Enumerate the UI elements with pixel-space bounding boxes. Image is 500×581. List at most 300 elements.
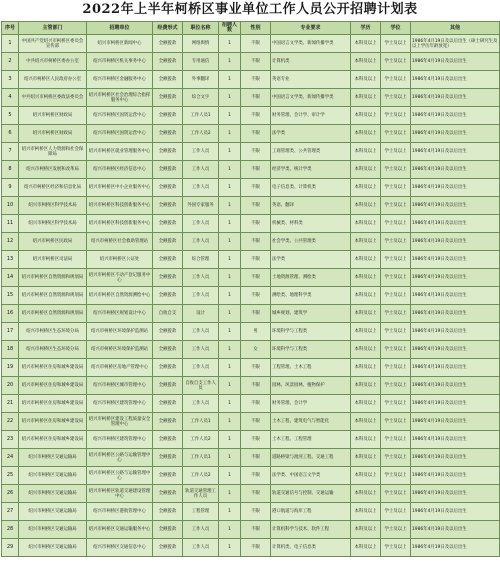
cell-major: 机械类、材料类 — [271, 215, 351, 233]
cell-unit: 绍兴市柯桥区建设工程质量安全管理中心 — [87, 413, 153, 431]
cell-unit: 绍兴市柯桥区环境保护监测站 — [87, 341, 153, 359]
cell-sex: 不限 — [241, 413, 271, 431]
cell-dept: 绍兴市柯桥区住房和城乡建设局 — [19, 377, 87, 395]
cell-dept: 绍兴市柯桥区科学技术局 — [19, 197, 87, 215]
table-row — [2, 539, 500, 557]
cell-post: 轨道交通管理工作人员 — [183, 485, 219, 503]
cell-edu: 本科及以上 — [351, 323, 381, 341]
row-number: 7 — [2, 143, 19, 161]
cell-count: 1 — [219, 503, 241, 521]
cell-count: 1 — [219, 35, 241, 53]
cell-sex: 不限 — [241, 287, 271, 305]
cell-unit: 绍兴市柯桥区科技创新服务中心 — [87, 197, 153, 215]
cell-count: 1 — [219, 449, 241, 467]
table-row — [2, 485, 500, 503]
cell-sex: 不限 — [241, 53, 271, 71]
cell-degree: 学士及以上 — [381, 449, 411, 467]
cell-sex: 不限 — [241, 305, 271, 323]
cell-major: 英语、翻译 — [271, 197, 351, 215]
table-row — [2, 71, 500, 89]
cell-sex: 不限 — [241, 431, 271, 449]
cell-dept: 绍兴市柯桥区财政局 — [19, 107, 87, 125]
cell-degree: 学士及以上 — [381, 431, 411, 449]
cell-post: 专用通信 — [183, 53, 219, 71]
cell-fund: 全额拨款 — [153, 107, 183, 125]
cell-major: 城乡规划、建筑学 — [271, 305, 351, 323]
row-number: 11 — [2, 215, 19, 233]
cell-unit: 绍兴市柯桥区城市管理中心 — [87, 377, 153, 395]
cell-fund: 全额拨款 — [153, 449, 183, 467]
cell-other: 1986年4月19日及以后出生 — [411, 413, 500, 431]
cell-fund: 全额拨款 — [153, 539, 183, 557]
cell-unit: 绍兴市柯桥区不动产登记服务中心 — [87, 269, 153, 287]
cell-other: 1986年4月19日及以后出生 — [411, 161, 500, 179]
cell-count: 1 — [219, 233, 241, 251]
cell-degree: 学士及以上 — [381, 341, 411, 359]
cell-dept: 绍兴市柯桥区住房和城乡建设局 — [19, 395, 87, 413]
cell-dept: 绍兴市柯桥区人力资源和社会保障局 — [19, 143, 87, 161]
cell-unit: 绍兴市柯桥区自然资源测绘中心 — [87, 287, 153, 305]
cell-edu: 本科及以上 — [351, 107, 381, 125]
cell-edu: 本科及以上 — [351, 197, 381, 215]
cell-post: 工作人员 — [183, 323, 219, 341]
cell-unit: 绍兴市柯桥区社会救助管理站 — [87, 233, 153, 251]
cell-sex: 不限 — [241, 89, 271, 107]
column-header: 学历 — [351, 22, 381, 35]
cell-major: 计算机科学与技术、软件工程 — [271, 521, 351, 539]
cell-other: 1986年4月19日及以后出生 — [411, 431, 500, 449]
cell-edu: 本科及以上 — [351, 35, 381, 53]
cell-sex: 不限 — [241, 35, 271, 53]
cell-unit: 绍兴市柯桥区交通信息中心 — [87, 539, 153, 557]
column-header: 性别 — [241, 22, 271, 35]
cell-fund: 全额拨款 — [153, 35, 183, 53]
cell-post: 工作人员2 — [183, 467, 219, 485]
page-title: 2022年上半年柯桥区事业单位工作人员公开招聘计划表 — [82, 2, 418, 17]
cell-other: 1986年4月19日及以后出生 — [411, 125, 500, 143]
cell-fund: 全额拨款 — [153, 89, 183, 107]
cell-edu: 本科及以上 — [351, 179, 381, 197]
column-header: 主管部门 — [19, 22, 87, 35]
cell-degree: 学士及以上 — [381, 521, 411, 539]
cell-fund: 全额拨款 — [153, 503, 183, 521]
cell-degree: 学士及以上 — [381, 125, 411, 143]
cell-major: 法学类、中国语言文学类 — [271, 467, 351, 485]
cell-dept: 绍兴市柯桥区交通运输局 — [19, 449, 87, 467]
cell-post: 工作人员 — [183, 521, 219, 539]
cell-edu: 本科及以上 — [351, 503, 381, 521]
cell-other: 1986年4月19日及以后出生 — [411, 53, 500, 71]
cell-unit: 绍兴市柯桥区环境保护监测站 — [87, 323, 153, 341]
cell-post: 工作人员1 — [183, 413, 219, 431]
cell-count: 1 — [219, 89, 241, 107]
cell-major: 中国语言文学类、新闻传播学类 — [271, 35, 351, 53]
cell-count: 1 — [219, 413, 241, 431]
cell-fund: 全额拨款 — [153, 251, 183, 269]
table-row — [2, 449, 500, 467]
cell-count: 1 — [219, 125, 241, 143]
cell-count: 1 — [219, 197, 241, 215]
cell-unit: 绍兴市柯桥区科技创新服务中心 — [87, 215, 153, 233]
cell-count: 1 — [219, 71, 241, 89]
cell-other: 1986年4月19日及以后出生 — [411, 215, 500, 233]
column-header: 其他 — [411, 22, 500, 35]
cell-dept: 绍兴市柯桥区人民政府办公室 — [19, 71, 87, 89]
cell-major: 测绘类、地理科学类 — [271, 287, 351, 305]
cell-post: 工作人员2 — [183, 125, 219, 143]
cell-dept: 绍兴市柯桥区科学技术局 — [19, 215, 87, 233]
row-number: 27 — [2, 503, 19, 521]
cell-degree: 学士及以上 — [381, 107, 411, 125]
cell-sex: 不限 — [241, 359, 271, 377]
cell-major: 土木工程、工程管理 — [271, 431, 351, 449]
column-header: 学位 — [381, 22, 411, 35]
table-body — [2, 35, 500, 557]
cell-sex: 不限 — [241, 539, 271, 557]
cell-fund: 全额拨款 — [153, 197, 183, 215]
cell-other: 1986年4月19日及以后出生 — [411, 359, 500, 377]
row-number: 8 — [2, 161, 19, 179]
cell-dept: 绍兴市柯桥区发展和改革局 — [19, 161, 87, 179]
cell-sex: 不限 — [241, 143, 271, 161]
cell-fund: 全额拨款 — [153, 71, 183, 89]
cell-degree: 学士及以上 — [381, 413, 411, 431]
table-row — [2, 395, 500, 413]
cell-other: 1986年4月19日及以后出生 — [411, 395, 500, 413]
cell-count: 1 — [219, 485, 241, 503]
table-row — [2, 467, 500, 485]
row-number: 17 — [2, 323, 19, 341]
cell-sex: 不限 — [241, 251, 271, 269]
table-row — [2, 287, 500, 305]
cell-fund: 全额拨款 — [153, 413, 183, 431]
cell-edu: 本科及以上 — [351, 125, 381, 143]
cell-other: 1986年4月19日及以后出生 — [411, 449, 500, 467]
column-header: 经费形式 — [153, 22, 183, 35]
cell-degree: 学士及以上 — [381, 161, 411, 179]
cell-post: 工作人员 — [183, 359, 219, 377]
cell-dept: 绍兴市柯桥区自然资源和规划局 — [19, 287, 87, 305]
cell-sex: 不限 — [241, 395, 271, 413]
cell-fund: 自收自支 — [153, 305, 183, 323]
cell-fund: 全额拨款 — [153, 431, 183, 449]
cell-unit: 绍兴市柯桥区就业管理服务中心 — [87, 143, 153, 161]
row-number: 5 — [2, 107, 19, 125]
cell-count: 1 — [219, 143, 241, 161]
cell-degree: 学士及以上 — [381, 71, 411, 89]
cell-edu: 本科及以上 — [351, 467, 381, 485]
cell-dept: 绍兴市柯桥区交通运输局 — [19, 467, 87, 485]
row-number: 6 — [2, 125, 19, 143]
row-number: 21 — [2, 395, 19, 413]
cell-other: 1986年4月19日及以后出生 — [411, 71, 500, 89]
cell-sex: 不限 — [241, 161, 271, 179]
cell-post: 工作人员2 — [183, 431, 219, 449]
cell-degree: 学士及以上 — [381, 287, 411, 305]
cell-sex: 女 — [241, 341, 271, 359]
cell-count: 1 — [219, 107, 241, 125]
cell-other: 1986年4月19日及以后出生 — [411, 179, 500, 197]
cell-count: 1 — [219, 179, 241, 197]
table-row — [2, 161, 500, 179]
cell-major: 道路桥梁与渡河工程、交通工程 — [271, 449, 351, 467]
cell-unit: 绍兴市柯桥区公证处 — [87, 251, 153, 269]
cell-major: 土地资源管理、测绘类 — [271, 269, 351, 287]
cell-count: 1 — [219, 323, 241, 341]
cell-unit: 绍兴市柯桥区规划设计中心 — [87, 305, 153, 323]
cell-degree: 学士及以上 — [381, 53, 411, 71]
cell-unit: 绍兴市柯桥区社会治理综合指挥服务中心 — [87, 89, 153, 107]
cell-count: 1 — [219, 359, 241, 377]
cell-other: 1986年4月19日及以后出生 — [411, 233, 500, 251]
cell-other: 1986年4月19日及以后出生 — [411, 323, 500, 341]
cell-major: 园林、风景园林、植物保护 — [271, 377, 351, 395]
cell-fund: 全额拨款 — [153, 521, 183, 539]
table-row — [2, 431, 500, 449]
cell-degree: 学士及以上 — [381, 539, 411, 557]
cell-degree: 学士及以上 — [381, 323, 411, 341]
cell-count: 1 — [219, 269, 241, 287]
cell-count: 1 — [219, 215, 241, 233]
table-row — [2, 179, 500, 197]
cell-sex: 不限 — [241, 71, 271, 89]
cell-major: 法学类 — [271, 125, 351, 143]
cell-count: 1 — [219, 251, 241, 269]
cell-unit: 绍兴市柯桥区公路与运输管理中心 — [87, 467, 153, 485]
recruitment-plan-table — [1, 21, 500, 557]
table-row — [2, 377, 500, 395]
cell-unit: 绍兴市柯桥区房地产管理中心 — [87, 359, 153, 377]
column-header: 招聘单位 — [87, 22, 153, 35]
cell-sex: 男 — [241, 323, 271, 341]
cell-other: 1986年4月19日及以后出生 — [411, 467, 500, 485]
cell-fund: 全额拨款 — [153, 53, 183, 71]
cell-fund: 全额拨款 — [153, 233, 183, 251]
cell-degree: 学士及以上 — [381, 143, 411, 161]
cell-other: 1986年4月19日及以后出生 — [411, 89, 500, 107]
cell-other: 1986年4月19日及以后出生 — [411, 287, 500, 305]
cell-dept: 绍兴市柯桥区生态环境分局 — [19, 323, 87, 341]
cell-unit: 绍兴市柯桥区港航管理中心 — [87, 503, 153, 521]
cell-edu: 本科及以上 — [351, 53, 381, 71]
cell-major: 计算机类、电子信息类 — [271, 539, 351, 557]
cell-post: 自收自支工作人员 — [183, 377, 219, 395]
cell-count: 1 — [219, 341, 241, 359]
cell-post: 设计 — [183, 305, 219, 323]
cell-degree: 学士及以上 — [381, 467, 411, 485]
cell-other: 1986年4月19日及以后出生 — [411, 269, 500, 287]
cell-degree: 学士及以上 — [381, 35, 411, 53]
cell-degree: 学士及以上 — [381, 251, 411, 269]
cell-fund: 全额拨款 — [153, 467, 183, 485]
cell-edu: 本科及以上 — [351, 287, 381, 305]
row-number: 12 — [2, 233, 19, 251]
cell-fund: 全额拨款 — [153, 179, 183, 197]
cell-other: 1986年4月19日及以后出生 — [411, 143, 500, 161]
cell-count: 1 — [219, 521, 241, 539]
row-number: 28 — [2, 521, 19, 539]
cell-unit: 绍兴市柯桥区经济信息中心 — [87, 161, 153, 179]
cell-unit: 绍兴市柯桥区公路与运输管理中心 — [87, 449, 153, 467]
cell-major: 工商管理类、公共管理类 — [271, 143, 351, 161]
cell-dept: 绍兴市柯桥区交通运输局 — [19, 521, 87, 539]
cell-post: 工作人员 — [183, 539, 219, 557]
cell-edu: 本科及以上 — [351, 89, 381, 107]
column-header: 招聘人数 — [219, 22, 241, 35]
cell-unit: 绍兴市柯桥区中小企业服务中心 — [87, 179, 153, 197]
cell-fund: 全额拨款 — [153, 161, 183, 179]
cell-major: 工程管理、土木工程 — [271, 359, 351, 377]
cell-edu: 本科及以上 — [351, 215, 381, 233]
table-row — [2, 521, 500, 539]
cell-post: 工作人员 — [183, 287, 219, 305]
cell-major: 港口航道与海岸工程 — [271, 503, 351, 521]
cell-sex: 不限 — [241, 449, 271, 467]
cell-post: 工作人员 — [183, 395, 219, 413]
cell-unit: 绍兴市柯桥区建筑管理中心 — [87, 395, 153, 413]
cell-dept: 绍兴市柯桥区民政局 — [19, 233, 87, 251]
cell-dept: 绍兴市柯桥区经济和信息化局 — [19, 179, 87, 197]
row-number: 22 — [2, 413, 19, 431]
cell-fund: 全额拨款 — [153, 269, 183, 287]
cell-edu: 本科及以上 — [351, 413, 381, 431]
cell-fund: 全额拨款 — [153, 125, 183, 143]
table-header-row — [2, 22, 500, 35]
table-row — [2, 197, 500, 215]
cell-count: 1 — [219, 305, 241, 323]
cell-post: 工程管理 — [183, 503, 219, 521]
cell-edu: 本科及以上 — [351, 539, 381, 557]
table-row — [2, 233, 500, 251]
row-number: 9 — [2, 179, 19, 197]
cell-edu: 本科及以上 — [351, 269, 381, 287]
cell-dept: 绍兴市柯桥区住房和城乡建设局 — [19, 431, 87, 449]
cell-degree: 学士及以上 — [381, 359, 411, 377]
cell-sex: 不限 — [241, 377, 271, 395]
cell-major: 经济学类、统计学类 — [271, 161, 351, 179]
cell-count: 1 — [219, 539, 241, 557]
cell-post: 网络舆情 — [183, 35, 219, 53]
cell-major: 环境科学与工程类 — [271, 341, 351, 359]
table-row — [2, 341, 500, 359]
cell-sex: 不限 — [241, 125, 271, 143]
cell-count: 1 — [219, 467, 241, 485]
row-number: 23 — [2, 431, 19, 449]
cell-unit: 绍兴市柯桥区国资运营中心 — [87, 125, 153, 143]
cell-major: 英语专业 — [271, 71, 351, 89]
cell-dept: 绍兴市柯桥区住房和城乡建设局 — [19, 413, 87, 431]
row-number: 29 — [2, 539, 19, 557]
cell-post: 工作人员 — [183, 179, 219, 197]
cell-post: 综合管理 — [183, 251, 219, 269]
table-row — [2, 107, 500, 125]
table-row — [2, 89, 500, 107]
cell-post: 工作人员1 — [183, 449, 219, 467]
cell-post: 工作人员 — [183, 269, 219, 287]
cell-post: 工作人员1 — [183, 107, 219, 125]
cell-post: 工作人员 — [183, 161, 219, 179]
row-number: 2 — [2, 53, 19, 71]
cell-sex: 不限 — [241, 521, 271, 539]
cell-edu: 本科及以上 — [351, 521, 381, 539]
cell-major: 计算机类 — [271, 53, 351, 71]
cell-fund: 全额拨款 — [153, 377, 183, 395]
cell-degree: 学士及以上 — [381, 395, 411, 413]
table-row — [2, 125, 500, 143]
row-number: 20 — [2, 377, 19, 395]
cell-sex: 不限 — [241, 107, 271, 125]
cell-fund: 全额拨款 — [153, 395, 183, 413]
cell-unit: 绍兴市柯桥区金融服务中心 — [87, 71, 153, 89]
cell-major: 财务管理、会计学、审计学 — [271, 107, 351, 125]
cell-degree: 学士及以上 — [381, 179, 411, 197]
cell-dept: 绍兴市柯桥区财政局 — [19, 125, 87, 143]
table-row — [2, 323, 500, 341]
row-number: 25 — [2, 467, 19, 485]
cell-major: 土木工程、建筑电气与智能化 — [271, 413, 351, 431]
cell-edu: 本科及以上 — [351, 485, 381, 503]
cell-major: 轨道交通信号与控制、交通运输 — [271, 485, 351, 503]
cell-other: 1986年4月19日及以后出生 — [411, 341, 500, 359]
cell-post: 综合文字 — [183, 89, 219, 107]
cell-edu: 本科及以上 — [351, 71, 381, 89]
cell-other: 1986年4月19日及以后出生 — [411, 107, 500, 125]
cell-count: 1 — [219, 53, 241, 71]
cell-edu: 本科及以上 — [351, 395, 381, 413]
cell-dept: 中共绍兴市柯桥区委办公室 — [19, 53, 87, 71]
cell-post: 外国专家服务 — [183, 197, 219, 215]
table-row — [2, 305, 500, 323]
cell-post: 工作人员 — [183, 233, 219, 251]
cell-unit: 绍兴市柯桥区机关事务中心 — [87, 53, 153, 71]
table-row — [2, 215, 500, 233]
cell-degree: 学士及以上 — [381, 485, 411, 503]
cell-dept: 绍兴市柯桥区住房和城乡建设局 — [19, 359, 87, 377]
cell-fund: 全额拨款 — [153, 485, 183, 503]
cell-fund: 全额拨款 — [153, 341, 183, 359]
cell-edu: 本科及以上 — [351, 143, 381, 161]
row-number: 10 — [2, 197, 19, 215]
cell-unit: 绍兴市柯桥区轨道交通建设管理中心 — [87, 485, 153, 503]
cell-other: 1986年4月19日及以后出生 — [411, 503, 500, 521]
cell-unit: 绍兴市柯桥区交通运输服务中心 — [87, 521, 153, 539]
cell-dept: 绍兴市柯桥区交通运输局 — [19, 539, 87, 557]
cell-other: 1986年4月19日及以后出生（硕士研究生及以上学历年龄放宽） — [411, 35, 500, 53]
cell-count: 1 — [219, 395, 241, 413]
table-row — [2, 251, 500, 269]
cell-degree: 学士及以上 — [381, 197, 411, 215]
cell-degree: 学士及以上 — [381, 305, 411, 323]
cell-fund: 全额拨款 — [153, 215, 183, 233]
cell-sex: 不限 — [241, 179, 271, 197]
cell-post: 工作人员 — [183, 215, 219, 233]
table-row — [2, 413, 500, 431]
row-number: 13 — [2, 251, 19, 269]
cell-other: 1986年4月19日及以后出生 — [411, 251, 500, 269]
cell-edu: 本科及以上 — [351, 161, 381, 179]
cell-other: 1986年4月19日及以后出生 — [411, 197, 500, 215]
cell-other: 1986年4月19日及以后出生 — [411, 305, 500, 323]
cell-major: 财务管理、会计学 — [271, 395, 351, 413]
cell-fund: 全额拨款 — [153, 359, 183, 377]
row-number: 14 — [2, 269, 19, 287]
cell-other: 1986年4月19日及以后出生 — [411, 521, 500, 539]
row-number: 24 — [2, 449, 19, 467]
cell-fund: 全额拨款 — [153, 287, 183, 305]
cell-edu: 本科及以上 — [351, 449, 381, 467]
table-row — [2, 359, 500, 377]
table-row — [2, 143, 500, 161]
